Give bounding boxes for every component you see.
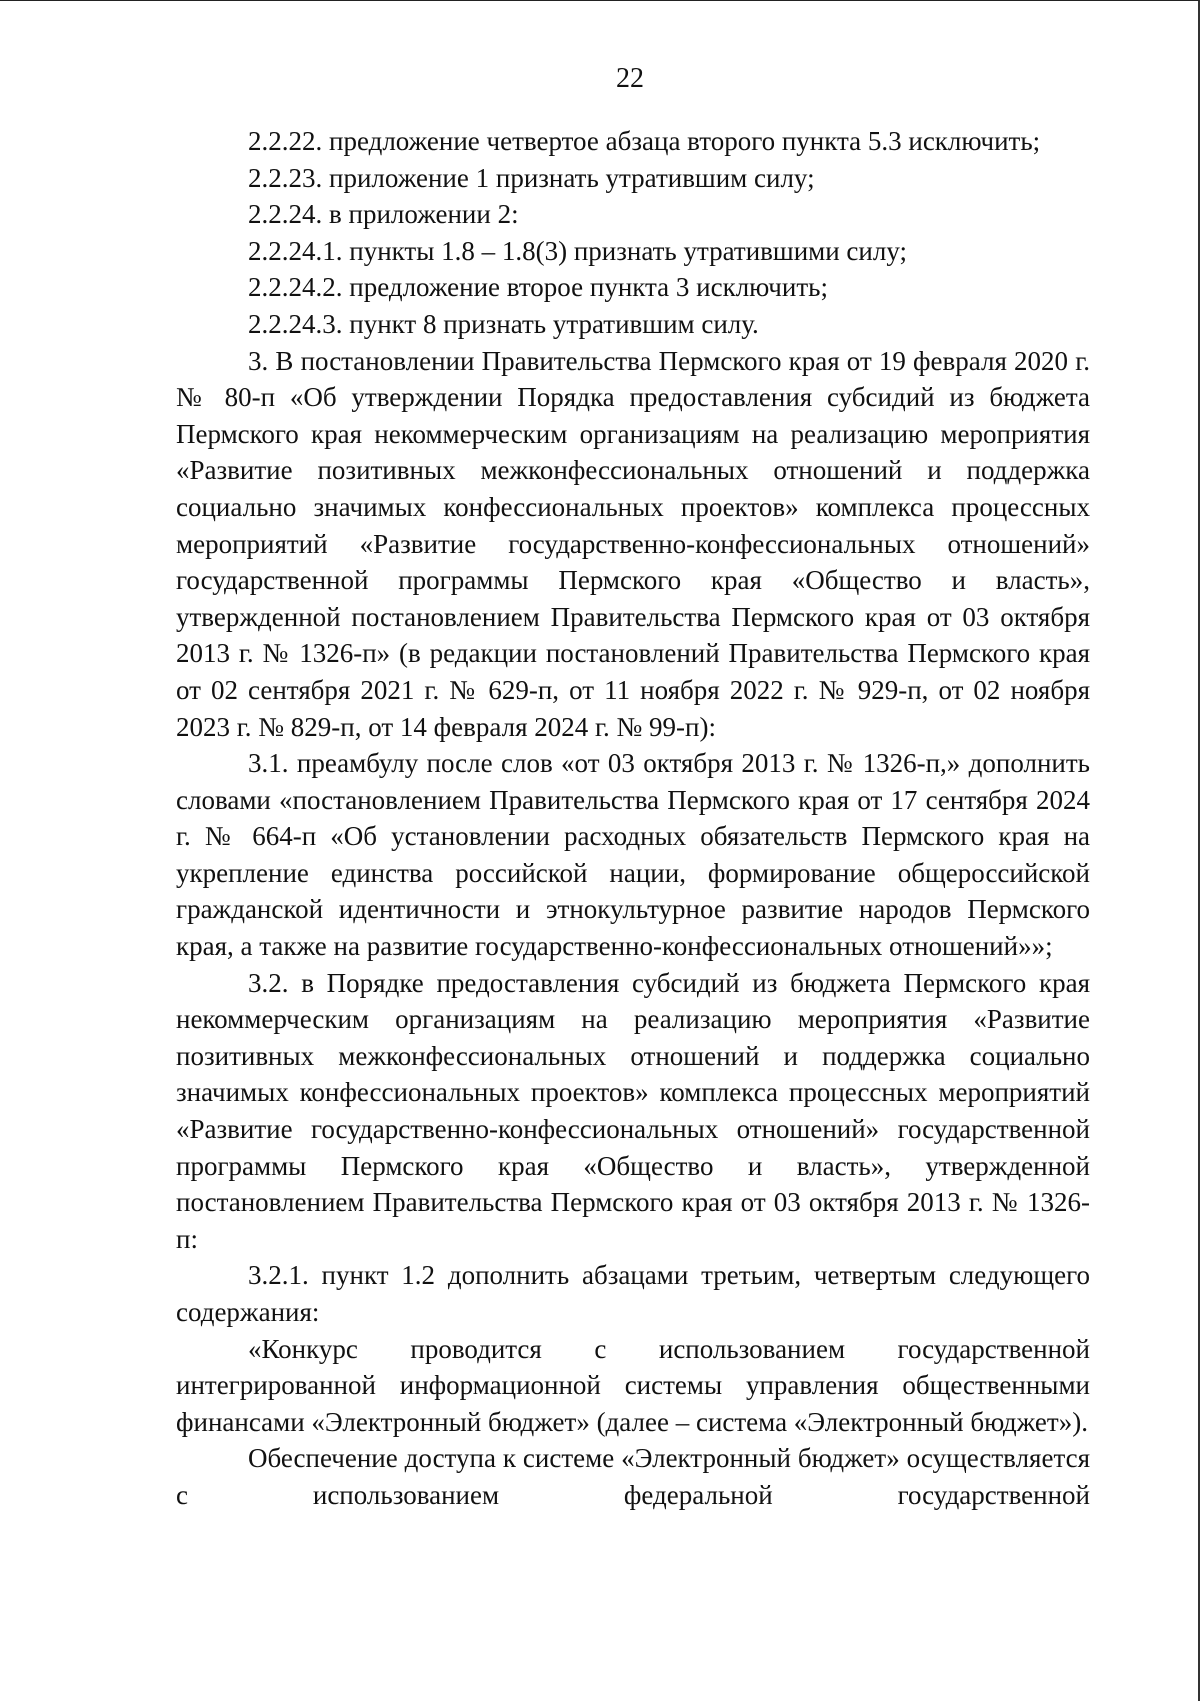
paragraph-2-2-23: 2.2.23. приложение 1 признать утратившим силу; <box>248 162 815 193</box>
page-number: 22 <box>616 63 644 94</box>
paragraph-3-2-1: 3.2.1. пункт 1.2 дополнить абзацами третьим, четвертым следующего содержания: <box>176 1260 1090 1327</box>
paragraph-2-2-24: 2.2.24. в приложении 2: <box>248 199 519 230</box>
paragraph-3-1: 3.1. преамбулу после слов «от 03 октября 2013 г. № 1326-п,» дополнить словами «постановлением Правительства Пермского края от 17 сентября 2024 г. № 664-п «Об установлении расходных обязательств Пермского края на укрепление единства российской нации, формирование общероссийской гражданской идентичности и этнокультурное развитие народов Пермского края, а также на развитие государственно-конфессиональных отношений»»; <box>176 748 1090 962</box>
paragraph-2-2-24-2: 2.2.24.2. предложение второе пункта 3 исключить; <box>248 272 828 303</box>
paragraph-2-2-24-3: 2.2.24.3. пункт 8 признать утратившим силу. <box>248 308 759 339</box>
paragraph-access: Обеспечение доступа к системе «Электронный бюджет» осуществляется с использованием федеральной государственной <box>176 1443 1090 1510</box>
paragraph-2-2-22: 2.2.22. предложение четвертое абзаца второго пункта 5.3 исключить; <box>248 126 1041 156</box>
paragraph-3-2: 3.2. в Порядке предоставления субсидий из бюджета Пермского края некоммерческим организациям на реализацию мероприятия «Развитие позитивных межконфессиональных отношений и поддержка социально значимых конфессиональных проектов» комплекса процессных мероприятий «Развитие государственно-конфессиональных отношений» государственной программы Пермского края «Общество и власть», утвержденной постановлением Правительства Пермского края от 03 октября 2013 г. № 1326-п: <box>176 967 1090 1254</box>
paragraph-2-2-24-1: 2.2.24.1. пункты 1.8 – 1.8(3) признать утратившими силу; <box>248 235 907 266</box>
paragraph-konkurs: «Конкурс проводится с использованием государственной интегрированной информационной системы управления общественными финансами «Электронный бюджет» (далее – система «Электронный бюджет»). <box>176 1333 1090 1437</box>
paragraph-3: 3. В постановлении Правительства Пермского края от 19 февраля 2020 г. № 80-п «Об утверждении Порядка предоставления субсидий из бюджета Пермского края некоммерческим организациям на реализацию мероприятия «Развитие позитивных межконфессиональных отношений и поддержка социально значимых конфессиональных проектов» комплекса процессных мероприятий «Развитие государственно-конфессиональных отношений» государственной программы Пермского края «Общество и власть», утвержденной постановлением Правительства Пермского края от 03 октября 2013 г. № 1326-п» (в редакции постановлений Правительства Пермского края от 02 сентября 2021 г. № 629-п, от 11 ноября 2022 г. № 929-п, от 02 ноября 2023 г. № 829-п, от 14 февраля 2024 г. № 99-п): <box>176 345 1090 742</box>
document-body <box>176 123 1090 1514</box>
